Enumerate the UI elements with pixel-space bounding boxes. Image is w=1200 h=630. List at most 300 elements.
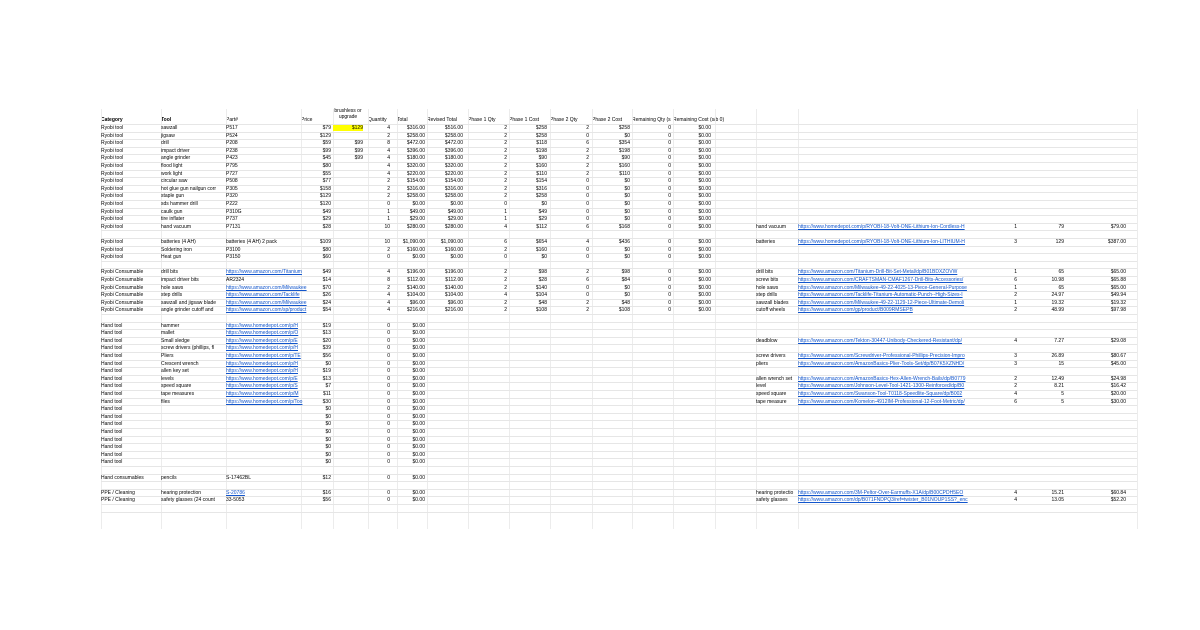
cell-link[interactable]: https://www.homedepot.com/p/RYOBI-18-Volt-ONE-Lithium-Ion-Cordless-H [798, 223, 965, 230]
header-phase2-cost[interactable]: Phase 2 Cost [592, 117, 623, 123]
header-phase1-qty[interactable]: Phase 1 Qty [468, 117, 496, 123]
cell-quantity[interactable]: 4 [387, 307, 390, 314]
cell-price[interactable]: $13 [322, 330, 331, 337]
cell-phase2-cost[interactable]: $258 [618, 125, 630, 131]
cell-phase1-qty[interactable]: 2 [504, 125, 507, 131]
cell-phase1-qty[interactable]: 2 [504, 185, 507, 192]
cell-remaining-qty[interactable]: 0 [668, 307, 671, 314]
cell-part-link[interactable]: https://www.homedepot.com/p/E [226, 375, 298, 382]
cell-link[interactable]: https://www.homedepot.com/p/RYOBI-18-Volt-ONE-Lithium-Ion-LITHIUM-H [798, 239, 965, 245]
cell-remaining-qty[interactable]: 0 [668, 239, 671, 245]
cell-total[interactable]: $49.00 [409, 208, 425, 215]
cell-part[interactable]: P208 [226, 140, 238, 147]
cell-amount[interactable]: $29.08 [1110, 337, 1126, 344]
cell-tool[interactable]: caulk gun [161, 208, 183, 215]
cell-item[interactable]: screw drivers [756, 353, 786, 359]
cell-phase2-qty[interactable]: 6 [586, 140, 589, 147]
cell-category[interactable]: Ryobi tool [101, 125, 124, 131]
cell-phase1-cost[interactable]: $98 [538, 269, 547, 276]
cell-phase2-qty[interactable]: 0 [586, 284, 589, 291]
cell-total[interactable]: $316.00 [406, 185, 425, 192]
cell-amount[interactable]: $60.84 [1110, 489, 1126, 496]
cell-remaining-qty[interactable]: 0 [668, 216, 671, 223]
cell-remaining-cost[interactable]: $0.00 [698, 269, 711, 276]
cell-remaining-qty[interactable]: 0 [668, 163, 671, 169]
cell-quantity[interactable]: 0 [387, 406, 390, 413]
cell-category[interactable]: Hand tool [101, 353, 123, 359]
cell-total[interactable]: $280.00 [406, 223, 425, 230]
cell-remaining-cost[interactable]: $0.00 [698, 208, 711, 215]
cell-amount[interactable]: $24.98 [1110, 375, 1126, 382]
cell-price[interactable]: $0 [325, 406, 331, 413]
cell-phase2-qty[interactable]: 0 [586, 178, 589, 185]
cell-item[interactable]: level [756, 383, 767, 390]
cell-total[interactable]: $0.00 [412, 421, 425, 428]
cell-total[interactable]: $1,090.00 [402, 239, 425, 245]
cell-tool[interactable]: tape measures [161, 391, 195, 397]
cell-remaining-cost[interactable]: $0.00 [698, 246, 711, 253]
cell-price[interactable]: $129 [319, 132, 331, 139]
cell-total[interactable]: $0.00 [412, 383, 425, 390]
cell-price[interactable]: $39 [322, 345, 331, 352]
cell-tool[interactable]: circular saw [161, 178, 188, 185]
cell-part[interactable]: P310G [226, 208, 242, 215]
cell-part-link[interactable]: https://www.homedepot.com/p/E [226, 337, 298, 344]
cell-item[interactable]: hand vacuum [756, 223, 787, 230]
cell-phase1-cost[interactable]: $198 [535, 147, 547, 154]
cell-item[interactable]: pliers [756, 360, 768, 367]
cell-quantity[interactable]: 0 [387, 451, 390, 458]
cell-phase2-cost[interactable]: $436 [618, 239, 630, 245]
header-part[interactable]: Part# [226, 117, 238, 123]
cell-quantity[interactable]: 2 [387, 193, 390, 200]
cell-total[interactable]: $0.00 [412, 391, 425, 397]
cell-quantity[interactable]: 1 [387, 208, 390, 215]
cell-phase2-cost[interactable]: $0 [624, 193, 630, 200]
cell-part-link[interactable]: https://www.amazon.com/Milwaukee [226, 284, 307, 291]
cell-revised-total[interactable]: $112.00 [445, 277, 463, 283]
cell-part[interactable]: 33-5053 [226, 497, 245, 504]
header-quantity[interactable]: Quantity [368, 117, 387, 123]
cell-part-link[interactable]: https://www.amazon.com/sp/product [226, 307, 307, 314]
cell-category[interactable]: Ryobi tool [101, 193, 124, 200]
header-remaining-qty[interactable]: Remaining Qty (s [632, 117, 671, 123]
cell-quantity[interactable]: 0 [387, 330, 390, 337]
cell-unit-price[interactable]: 24.97 [1051, 292, 1064, 299]
cell-category[interactable]: Ryobi tool [101, 239, 124, 245]
cell-category[interactable]: Hand tool [101, 459, 123, 466]
cell-remaining-qty[interactable]: 0 [668, 125, 671, 131]
cell-phase2-qty[interactable]: 0 [586, 246, 589, 253]
cell-phase2-cost[interactable]: $90 [621, 155, 630, 162]
cell-tool[interactable]: flood light [161, 163, 183, 169]
cell-revised-total[interactable]: $0.00 [450, 254, 463, 261]
cell-phase1-qty[interactable]: 2 [504, 140, 507, 147]
cell-tool[interactable]: hot glue gun nailgun corr [161, 185, 217, 192]
cell-phase2-cost[interactable]: $110 [619, 170, 630, 177]
cell-unit-price[interactable]: 7.27 [1054, 337, 1064, 344]
cell-phase1-cost[interactable]: $90 [538, 155, 547, 162]
cell-tool[interactable]: mallet [161, 330, 175, 337]
cell-tool[interactable]: Crescent wrench [161, 360, 199, 367]
cell-phase1-qty[interactable]: 2 [504, 277, 507, 283]
cell-total[interactable]: $0.00 [412, 360, 425, 367]
cell-price[interactable]: $54 [322, 307, 331, 314]
cell-total[interactable]: $0.00 [412, 345, 425, 352]
cell-price[interactable]: $99 [322, 147, 331, 154]
cell-total[interactable]: $0.00 [412, 337, 425, 344]
cell-phase2-qty[interactable]: 2 [586, 307, 589, 314]
cell-category[interactable]: Hand consumables [101, 474, 144, 481]
cell-tool[interactable]: step drills [161, 292, 183, 299]
cell-count[interactable]: 2 [1014, 292, 1017, 299]
cell-phase2-qty[interactable]: 4 [586, 239, 589, 245]
cell-quantity[interactable]: 0 [387, 489, 390, 496]
cell-part[interactable]: P727 [226, 170, 238, 177]
cell-phase1-cost[interactable]: $0 [541, 254, 547, 261]
cell-phase1-qty[interactable]: 2 [504, 284, 507, 291]
cell-part[interactable]: P238 [226, 147, 238, 154]
cell-price[interactable]: $0 [325, 413, 331, 420]
cell-category[interactable]: Hand tool [101, 451, 123, 458]
cell-remaining-cost[interactable]: $0.00 [698, 125, 711, 131]
cell-item[interactable]: deadblow [756, 337, 778, 344]
cell-phase2-cost[interactable]: $0 [624, 201, 630, 207]
cell-tool[interactable]: sawzall [161, 125, 178, 131]
cell-total[interactable]: $0.00 [412, 201, 425, 207]
cell-phase1-cost[interactable]: $654 [535, 239, 547, 245]
cell-quantity[interactable]: 0 [387, 254, 390, 261]
cell-total[interactable]: $0.00 [412, 254, 425, 261]
cell-phase1-cost[interactable]: $0 [541, 201, 547, 207]
header-tool[interactable]: Tool [161, 117, 172, 123]
cell-revised-total[interactable]: $180.00 [444, 155, 463, 162]
cell-phase1-cost[interactable]: $48 [538, 299, 547, 306]
cell-phase2-cost[interactable]: $98 [621, 269, 630, 276]
cell-remaining-cost[interactable]: $0.00 [698, 292, 711, 299]
cell-tool[interactable]: allen key set [161, 368, 189, 375]
cell-unit-price[interactable]: 65 [1058, 284, 1064, 291]
cell-category[interactable]: Hand tool [101, 444, 123, 451]
cell-phase1-qty[interactable]: 2 [504, 170, 507, 177]
cell-price[interactable]: $0 [325, 429, 331, 435]
cell-count[interactable]: 3 [1014, 353, 1017, 359]
cell-price[interactable]: $77 [322, 178, 331, 185]
cell-unit-price[interactable]: 79 [1058, 223, 1064, 230]
cell-count[interactable]: 3 [1014, 239, 1017, 245]
cell-phase1-qty[interactable]: 2 [504, 246, 507, 253]
cell-phase1-cost[interactable]: $160 [535, 163, 547, 169]
cell-price[interactable]: $12 [322, 474, 331, 481]
cell-quantity[interactable]: 8 [387, 277, 390, 283]
cell-part-link[interactable]: https://www.homedepot.com/p/M [226, 391, 299, 397]
cell-remaining-cost[interactable]: $0.00 [698, 239, 711, 245]
cell-total[interactable]: $140.00 [406, 284, 425, 291]
cell-tool[interactable]: safety glasses (24 count [161, 497, 215, 504]
cell-count[interactable]: 1 [1014, 299, 1017, 306]
cell-phase2-qty[interactable]: 0 [586, 216, 589, 223]
header-phase1-cost[interactable]: Phase 1 Cost [509, 117, 540, 123]
cell-amount[interactable]: $80.67 [1110, 353, 1126, 359]
cell-total[interactable]: $0.00 [412, 459, 425, 466]
cell-remaining-cost[interactable]: $0.00 [698, 201, 711, 207]
cell-price[interactable]: $0 [325, 436, 331, 443]
cell-part[interactable]: batteries (4 AH) 2 pack [226, 239, 277, 245]
cell-amount[interactable]: $97.98 [1110, 307, 1126, 314]
cell-tool[interactable]: pencils [161, 474, 177, 481]
cell-revised-total[interactable]: $220.00 [444, 170, 463, 177]
cell-category[interactable]: Hand tool [101, 375, 123, 382]
cell-remaining-qty[interactable]: 0 [668, 147, 671, 154]
cell-price[interactable]: $49 [322, 208, 331, 215]
cell-link[interactable]: https://www.amazon.com/CRAFTSMAN-CMAF1267-Drill-Bits-Accessories/ [798, 277, 964, 283]
cell-tool[interactable]: levels [161, 375, 174, 382]
cell-revised-total[interactable]: $154.00 [444, 178, 463, 185]
cell-phase1-cost[interactable]: $110 [536, 170, 547, 177]
cell-phase1-qty[interactable]: 2 [504, 132, 507, 139]
cell-phase1-qty[interactable]: 4 [504, 292, 507, 299]
cell-part-link[interactable]: https://www.homedepot.com/p/H [226, 322, 298, 329]
cell-part[interactable]: P3150 [226, 254, 241, 261]
cell-total[interactable]: $0.00 [412, 398, 425, 405]
cell-remaining-cost[interactable]: $0.00 [698, 170, 711, 177]
cell-part[interactable]: P7131 [226, 223, 241, 230]
cell-total[interactable]: $154.00 [406, 178, 425, 185]
cell-link[interactable]: https://www.amazon.com/AmazonBasics-Hex-Allen-Wrench-Bails/dp/B0779 [798, 375, 966, 382]
cell-price[interactable]: $0 [325, 459, 331, 466]
cell-part[interactable]: P795 [226, 163, 238, 169]
cell-phase2-cost[interactable]: $0 [624, 132, 630, 139]
cell-category[interactable]: Ryobi Consumable [101, 269, 144, 276]
cell-category[interactable]: Hand tool [101, 436, 123, 443]
cell-quantity[interactable]: 0 [387, 353, 390, 359]
cell-amount[interactable]: $20.00 [1110, 391, 1126, 397]
cell-part[interactable]: S-17462BL [226, 474, 252, 481]
cell-price[interactable]: $0 [325, 451, 331, 458]
cell-link[interactable]: https://www.amazon.com/Screwdriver-Professional-Phillips-Precision-Impro [798, 353, 965, 359]
cell-price[interactable]: $56 [322, 497, 331, 504]
cell-quantity[interactable]: 4 [387, 269, 390, 276]
cell-phase1-cost[interactable]: $118 [536, 140, 547, 147]
cell-unit-price[interactable]: 13.05 [1051, 497, 1064, 504]
cell-unit-price[interactable]: 12.49 [1051, 375, 1064, 382]
header-total[interactable]: Total [397, 117, 408, 123]
cell-remaining-cost[interactable]: $0.00 [698, 216, 711, 223]
cell-remaining-qty[interactable]: 0 [668, 201, 671, 207]
cell-tool[interactable]: tire inflater [161, 216, 185, 223]
cell-price[interactable]: $109 [319, 239, 331, 245]
cell-remaining-qty[interactable]: 0 [668, 292, 671, 299]
cell-amount[interactable]: $65.00 [1110, 269, 1126, 276]
cell-quantity[interactable]: 0 [387, 436, 390, 443]
cell-price[interactable]: $20 [322, 337, 331, 344]
cell-remaining-qty[interactable]: 0 [668, 223, 671, 230]
cell-category[interactable]: Hand tool [101, 398, 123, 405]
cell-quantity[interactable]: 2 [387, 246, 390, 253]
cell-amount[interactable]: $52.20 [1110, 497, 1126, 504]
cell-category[interactable]: Ryobi Consumable [101, 292, 144, 299]
cell-total[interactable]: $112.00 [407, 277, 425, 283]
cell-part[interactable]: P517 [226, 125, 238, 131]
cell-unit-price[interactable]: 15 [1058, 360, 1064, 367]
cell-category[interactable]: Ryobi tool [101, 155, 124, 162]
cell-price[interactable]: $30 [322, 398, 331, 405]
cell-price[interactable]: $79 [322, 125, 331, 131]
cell-unit-price[interactable]: 15.21 [1051, 489, 1064, 496]
cell-phase2-qty[interactable]: 0 [586, 208, 589, 215]
cell-revised-total[interactable]: $320.00 [444, 163, 463, 169]
cell-phase2-qty[interactable]: 2 [586, 125, 589, 131]
cell-part-link[interactable]: https://www.amazon.com/Titanium [226, 269, 302, 276]
cell-link[interactable]: https://www.amazon.com/Swanson-Tool-T0118-Speedlite-Square/dp/B002 [798, 391, 963, 397]
cell-phase1-cost[interactable]: $316 [535, 185, 547, 192]
cell-total[interactable]: $96.00 [409, 299, 425, 306]
cell-phase2-qty[interactable]: 0 [586, 193, 589, 200]
cell-category[interactable]: Ryobi tool [101, 223, 124, 230]
cell-phase2-cost[interactable]: $0 [624, 284, 630, 291]
cell-price[interactable]: $49 [322, 269, 331, 276]
cell-phase2-cost[interactable]: $198 [618, 147, 630, 154]
cell-phase2-cost[interactable]: $0 [624, 292, 630, 299]
cell-category[interactable]: Ryobi tool [101, 132, 124, 139]
cell-tool[interactable]: hearing protection [161, 489, 202, 496]
cell-phase2-cost[interactable]: $0 [624, 216, 630, 223]
cell-phase1-cost[interactable]: $28 [538, 277, 547, 283]
cell-item[interactable]: cutoff wheels [756, 307, 786, 314]
cell-quantity[interactable]: 0 [387, 444, 390, 451]
cell-part-link[interactable]: https://www.homedepot.com/p/S [226, 383, 298, 390]
cell-total[interactable]: $104.00 [406, 292, 425, 299]
cell-quantity[interactable]: 0 [387, 421, 390, 428]
cell-tool[interactable]: staple gun [161, 193, 185, 200]
cell-category[interactable]: Hand tool [101, 330, 123, 337]
cell-revised-total[interactable]: $472.00 [444, 140, 463, 147]
cell-amount[interactable]: $45.00 [1110, 360, 1126, 367]
cell-remaining-cost[interactable]: $0.00 [698, 140, 711, 147]
cell-total[interactable]: $196.00 [406, 269, 425, 276]
cell-phase1-cost[interactable]: $258 [535, 125, 547, 131]
cell-part[interactable]: P524 [226, 132, 238, 139]
cell-count[interactable]: 4 [1014, 489, 1017, 496]
cell-remaining-qty[interactable]: 0 [668, 246, 671, 253]
cell-unit-price[interactable]: 5 [1061, 398, 1064, 405]
cell-total[interactable]: $258.00 [406, 193, 425, 200]
cell-total[interactable]: $0.00 [412, 436, 425, 443]
cell-price[interactable]: $26 [322, 292, 331, 299]
cell-unit-price[interactable]: 129 [1055, 239, 1064, 245]
cell-quantity[interactable]: 4 [387, 299, 390, 306]
cell-unit-price[interactable]: 8.21 [1054, 383, 1064, 390]
cell-remaining-qty[interactable]: 0 [668, 155, 671, 162]
cell-tool[interactable]: drill bits [161, 269, 178, 276]
cell-quantity[interactable]: 0 [387, 383, 390, 390]
cell-price[interactable]: $19 [322, 368, 331, 375]
cell-tool[interactable]: impact driver [161, 147, 190, 154]
cell-tool[interactable]: hand vacuum [161, 223, 192, 230]
cell-quantity[interactable]: 4 [387, 163, 390, 169]
cell-remaining-cost[interactable]: $0.00 [698, 254, 711, 261]
cell-price[interactable]: $7 [325, 383, 331, 390]
cell-phase2-qty[interactable]: 0 [586, 132, 589, 139]
cell-remaining-qty[interactable]: 0 [668, 178, 671, 185]
header-category[interactable]: Category [101, 117, 123, 123]
cell-total[interactable]: $0.00 [412, 429, 425, 435]
cell-revised-total[interactable]: $104.00 [444, 292, 463, 299]
cell-price[interactable]: $59 [322, 140, 331, 147]
cell-tool[interactable]: drill [161, 140, 169, 147]
cell-quantity[interactable]: 0 [387, 375, 390, 382]
cell-part-link[interactable]: https://www.homedepot.com/p/O [226, 330, 299, 337]
cell-category[interactable]: Ryobi tool [101, 170, 124, 177]
cell-tool[interactable]: screw drivers (phillips, fl [161, 345, 215, 352]
cell-category[interactable]: Ryobi Consumable [101, 299, 144, 306]
cell-phase2-qty[interactable]: 0 [586, 201, 589, 207]
cell-tool[interactable]: jigsaw [161, 132, 175, 139]
cell-remaining-qty[interactable]: 0 [668, 254, 671, 261]
cell-remaining-cost[interactable]: $0.00 [698, 155, 711, 162]
cell-quantity[interactable]: 0 [387, 337, 390, 344]
cell-category[interactable]: Hand tool [101, 337, 123, 344]
cell-remaining-qty[interactable]: 0 [668, 284, 671, 291]
cell-quantity[interactable]: 0 [387, 201, 390, 207]
cell-quantity[interactable]: 2 [387, 178, 390, 185]
cell-item[interactable]: hearing protectio [756, 489, 794, 496]
cell-phase2-cost[interactable]: $108 [618, 307, 630, 314]
cell-phase2-qty[interactable]: 2 [586, 147, 589, 154]
cell-total[interactable]: $0.00 [412, 497, 425, 504]
cell-quantity[interactable]: 10 [384, 239, 390, 245]
cell-remaining-cost[interactable]: $0.00 [698, 277, 711, 283]
cell-phase2-cost[interactable]: $48 [621, 299, 630, 306]
cell-quantity[interactable]: 10 [384, 223, 390, 230]
cell-price[interactable]: $28 [322, 223, 331, 230]
cell-phase1-qty[interactable]: 2 [504, 269, 507, 276]
cell-category[interactable]: Ryobi tool [101, 185, 124, 192]
cell-quantity[interactable]: 0 [387, 413, 390, 420]
cell-part[interactable]: P3100 [226, 246, 241, 253]
cell-count[interactable]: 4 [1014, 497, 1017, 504]
cell-category[interactable]: Hand tool [101, 429, 123, 435]
cell-upgrade[interactable]: $99 [354, 155, 363, 162]
cell-revised-total[interactable]: $49.00 [447, 208, 463, 215]
cell-tool[interactable]: hammer [161, 322, 180, 329]
cell-link[interactable]: https://www.amazon.com/dp/B071FNDPQ3/ref=twister_B01NOUP1SS?_enc [798, 497, 968, 504]
cell-price[interactable]: $80 [322, 163, 331, 169]
cell-link[interactable]: https://www.amazon.com/Tekton-30447-Unibody-Checkered-Resistant/dp/ [798, 337, 962, 344]
cell-phase1-cost[interactable]: $112 [536, 223, 547, 230]
cell-part[interactable]: P423 [226, 155, 238, 162]
cell-total[interactable]: $396.00 [406, 147, 425, 154]
cell-total[interactable]: $0.00 [412, 406, 425, 413]
header-price[interactable]: Price [301, 117, 313, 123]
cell-category[interactable]: Ryobi Consumable [101, 277, 144, 283]
cell-remaining-qty[interactable]: 0 [668, 132, 671, 139]
cell-link[interactable]: https://www.amazon.com/AmazonBasics-Plier-Tools-Set/dp/B07K5XZNHD/ [798, 360, 965, 367]
cell-category[interactable]: Ryobi tool [101, 147, 124, 154]
cell-part-link[interactable]: https://www.amazon.com/Milwaukee [226, 299, 307, 306]
cell-quantity[interactable]: 2 [387, 284, 390, 291]
cell-revised-total[interactable]: $280.00 [444, 223, 463, 230]
cell-remaining-cost[interactable]: $0.00 [698, 307, 711, 314]
cell-phase2-cost[interactable]: $0 [624, 246, 630, 253]
cell-unit-price[interactable]: 65 [1058, 269, 1064, 276]
cell-phase2-cost[interactable]: $168 [618, 223, 630, 230]
cell-category[interactable]: PPE / Cleaning [101, 489, 135, 496]
cell-quantity[interactable]: 0 [387, 368, 390, 375]
cell-upgrade[interactable]: $99 [354, 140, 363, 147]
cell-price[interactable]: $14 [322, 277, 331, 283]
cell-upgrade[interactable]: $99 [354, 147, 363, 154]
